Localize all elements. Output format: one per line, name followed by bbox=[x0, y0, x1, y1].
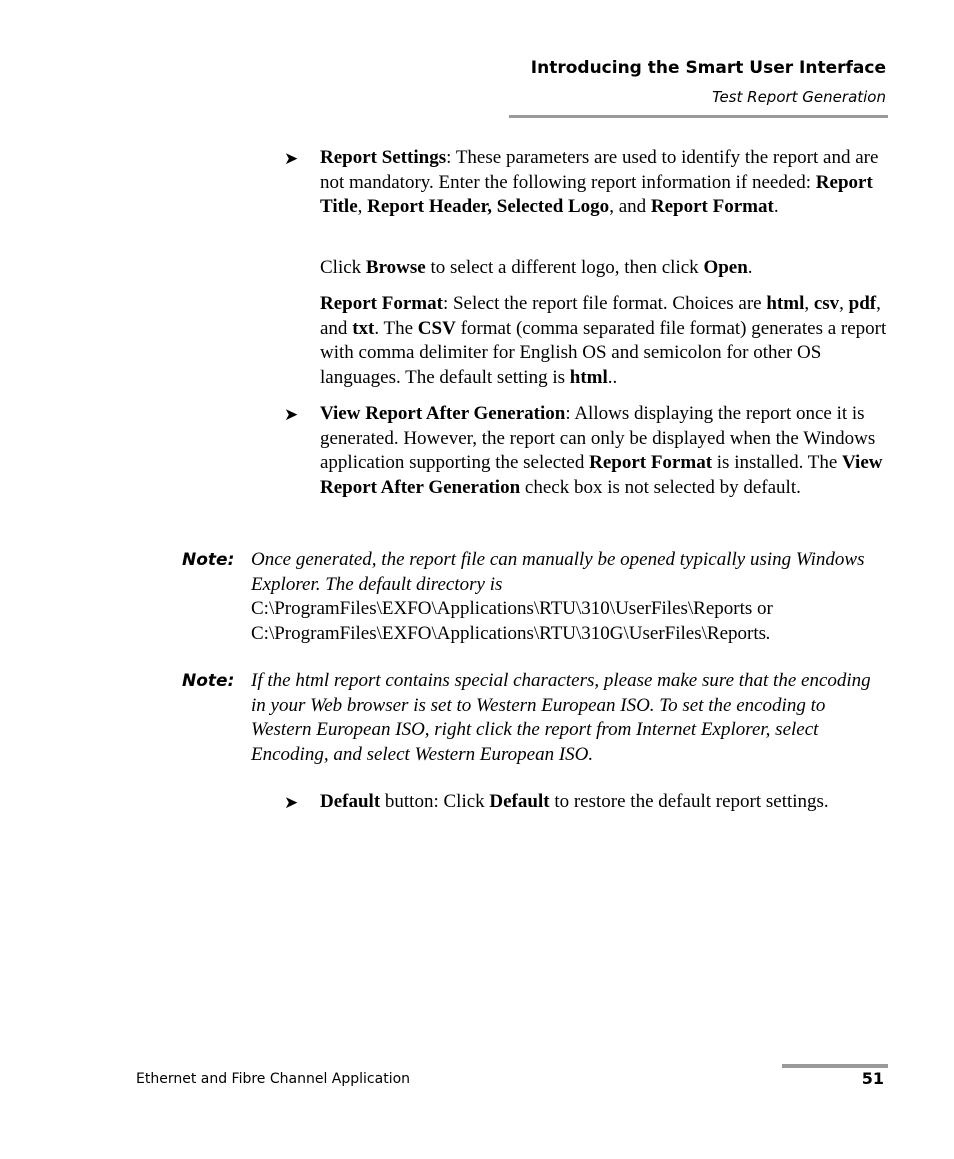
report-format-paragraph: Report Format: Select the report file format. Choices are html, csv, pdf, and txt. The CSV format (comma separated file format) generates a report with comma delimiter for English OS and semicolon for other OS languages. The default setting is html.. bbox=[320, 293, 887, 388]
report-settings-text: Report Settings: These parameters are used to identify the report and are not mandatory. Enter the following report information if needed: Report Title, Report Header, Selected Logo, and Report Format. bbox=[320, 147, 879, 218]
default-text: Default button: Click Default to restore the default report settings. bbox=[320, 791, 829, 812]
bullet-arrow-icon: ➤ bbox=[284, 149, 299, 169]
header-rule bbox=[509, 115, 888, 118]
section-title: Test Report Generation bbox=[712, 88, 886, 106]
term-view-report: View Report After Generation bbox=[320, 403, 566, 424]
document-title: Ethernet and Fibre Channel Application bbox=[136, 1071, 411, 1087]
bullet-arrow-icon: ➤ bbox=[284, 793, 299, 813]
view-report-text: View Report After Generation: Allows displaying the report once it is generated. However, the report can only be displayed when the Windows application supporting the selected Report Format is installed. The View Report After Generation check box is not selected by default. bbox=[320, 403, 883, 498]
bullet-arrow-icon: ➤ bbox=[284, 405, 299, 425]
browse-paragraph: Click Browse to select a different logo, then click Open. bbox=[320, 257, 753, 278]
term-default: Default bbox=[320, 791, 381, 812]
page-number: 51 bbox=[861, 1069, 884, 1088]
term-report-settings: Report Settings bbox=[320, 147, 447, 168]
term-report-format: Report Format bbox=[320, 293, 443, 314]
note-label: Note: bbox=[182, 671, 235, 691]
note-body: If the html report contains special characters, please make sure that the encoding in your Web browser is set to Western European ISO. To set the encoding to Western European ISO, right click the report from Internet Explorer, select Encoding, and select Western European ISO. bbox=[251, 670, 871, 765]
chapter-title: Introducing the Smart User Interface bbox=[530, 58, 886, 78]
directory-path: C:\ProgramFiles\EXFO\Applications\RTU\310G\UserFiles\Reports bbox=[251, 622, 767, 644]
footer-rule bbox=[782, 1064, 888, 1068]
directory-path: C:\ProgramFiles\EXFO\Applications\RTU\310\UserFiles\Reports or bbox=[251, 598, 773, 620]
note-label: Note: bbox=[182, 550, 235, 570]
note-body: Once generated, the report file can manually be opened typically using Windows Explorer. The default directory is C:\ProgramFiles\EXFO\Applications\RTU\310\UserFiles\Reports or C:\ProgramFiles\EXFO\Applications\RTU\310G\UserFiles\Reports. bbox=[251, 549, 865, 644]
